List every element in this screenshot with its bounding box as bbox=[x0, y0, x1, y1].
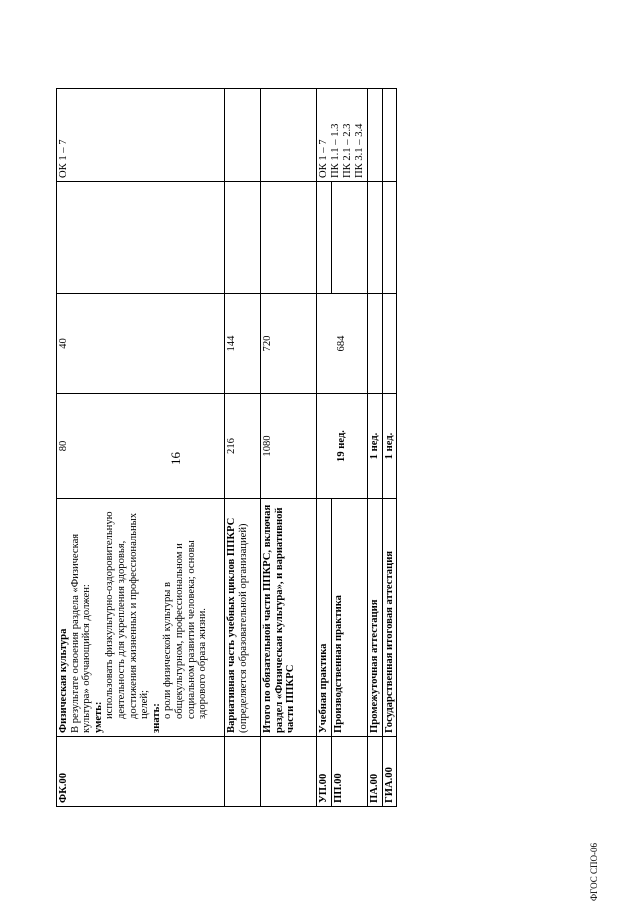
empty-cell bbox=[382, 294, 397, 394]
footer-code: ФГОС СПО-06 bbox=[589, 843, 599, 901]
empty-cell bbox=[368, 294, 383, 394]
competency-item: ПК 2.1 – 2.3 bbox=[342, 123, 353, 178]
empty-cell bbox=[225, 182, 261, 294]
table-row bbox=[261, 89, 317, 807]
competency-item: ОК 1 – 7 bbox=[318, 139, 329, 178]
empty-cell bbox=[382, 89, 397, 182]
table-row bbox=[225, 89, 261, 807]
know-text: о роли физической культуры в общекультурном, профессиональном и социальном развитии человека; основы здорового образа жизни. bbox=[162, 540, 209, 719]
competency-item: ПК 3.1 – 3.4 bbox=[354, 123, 365, 178]
pp-title: Производственная практика bbox=[331, 499, 367, 737]
code-cell: ГИА.00 bbox=[382, 737, 397, 807]
duration-cell: 1 нед. bbox=[368, 394, 383, 499]
empty-cell bbox=[331, 182, 367, 294]
req-load-cell: 40 bbox=[57, 294, 225, 394]
section-title: Физическая культура bbox=[58, 628, 69, 733]
table-row bbox=[57, 89, 225, 807]
curriculum-table bbox=[56, 88, 397, 807]
total-title: Итого по обязательной части ППКРС, включая раздел «Физическая культура», и вариативной части ППКРС bbox=[261, 499, 317, 737]
empty-cell bbox=[57, 182, 225, 294]
empty-cell bbox=[368, 89, 383, 182]
empty-cell bbox=[317, 182, 332, 294]
empty-cell bbox=[225, 89, 261, 182]
know-label: знать: bbox=[150, 703, 162, 733]
max-load-cell: 216 bbox=[225, 394, 261, 499]
duration-cell: 19 нед. bbox=[317, 394, 368, 499]
content-cell bbox=[57, 499, 225, 737]
code-cell bbox=[225, 737, 261, 807]
req-load-cell: 144 bbox=[225, 294, 261, 394]
gia-title: Государственная итоговая аттестация bbox=[382, 499, 397, 737]
max-load-cell: 80 bbox=[57, 394, 225, 499]
section-intro: В результате освоения раздела «Физическая культура» обучающийся должен: bbox=[69, 533, 93, 733]
table-row bbox=[368, 89, 383, 807]
req-load-cell: 684 bbox=[317, 294, 368, 394]
max-load-cell: 1080 bbox=[261, 394, 317, 499]
competencies-cell bbox=[317, 89, 368, 182]
competencies-cell: ОК 1 – 7 bbox=[57, 89, 225, 182]
code-cell: ФК.00 bbox=[57, 737, 225, 807]
code-cell: УП.00 bbox=[317, 737, 332, 807]
code-cell bbox=[261, 737, 317, 807]
page-number: 16 bbox=[168, 452, 183, 465]
competency-item: ПК 1.1 – 1.3 bbox=[330, 123, 341, 178]
empty-cell bbox=[382, 182, 397, 294]
content-cell bbox=[225, 499, 261, 737]
code-cell: ПП.00 bbox=[331, 737, 367, 807]
duration-cell: 1 нед. bbox=[382, 394, 397, 499]
table-row bbox=[382, 89, 397, 807]
can-text: использовать физкультурно-оздоровительную деятельность для укрепления здоровья, достижения жизненных и профессиональных целей; bbox=[104, 511, 151, 719]
pa-title: Промежуточная аттестация bbox=[368, 499, 383, 737]
var-note: (определяется образовательной организацией) bbox=[237, 523, 249, 733]
empty-cell bbox=[261, 89, 317, 182]
var-title: Вариативная часть учебных циклов ППКРС bbox=[226, 517, 237, 733]
can-label: уметь: bbox=[92, 701, 104, 733]
up-title: Учебная практика bbox=[317, 499, 332, 737]
table-row bbox=[317, 89, 332, 807]
empty-cell bbox=[261, 182, 317, 294]
empty-cell bbox=[368, 182, 383, 294]
req-load-cell: 720 bbox=[261, 294, 317, 394]
code-cell: ПА.00 bbox=[368, 737, 383, 807]
